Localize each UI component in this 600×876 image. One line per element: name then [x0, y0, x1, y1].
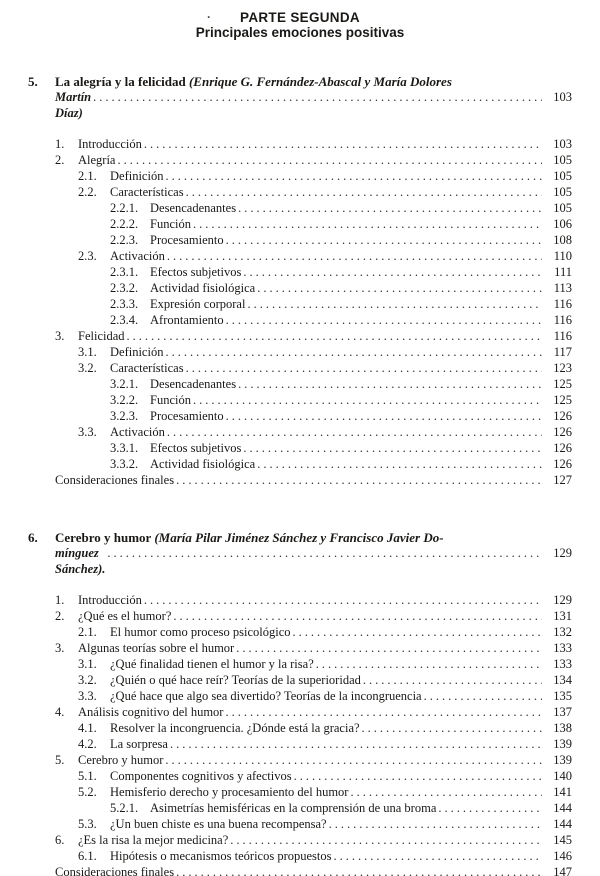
entry-page-number: 126 — [553, 409, 572, 423]
entry-page-number: 131 — [553, 609, 572, 623]
toc-entry — [110, 232, 572, 248]
entry-number: 3. — [55, 329, 65, 343]
entry-title: Afrontamiento — [150, 313, 224, 327]
dot-leader — [226, 232, 542, 248]
entry-number: 2.2.1. — [110, 201, 139, 215]
entry-number: 3.2. — [78, 673, 97, 687]
dot-leader — [107, 545, 542, 561]
entry-title: Asimetrías hemisféricas en la comprensión de una broma — [150, 801, 437, 815]
part-header — [28, 10, 572, 40]
entry-page-number: 103 — [553, 137, 572, 151]
entry-title: Definición — [110, 169, 164, 183]
chapter-heading-line1 — [28, 74, 572, 89]
toc-entry — [110, 392, 572, 408]
entry-number: 5.2. — [78, 785, 97, 799]
entry-page-number: 133 — [553, 657, 572, 671]
entry-page-number: 105 — [553, 201, 572, 215]
entry-title: Hemisferio derecho y procesamiento del humor — [110, 785, 349, 799]
entry-number: 1. — [55, 137, 65, 151]
entry-title: Análisis cognitivo del humor — [78, 705, 224, 719]
toc-entry — [78, 720, 572, 736]
dot-leader — [334, 848, 543, 864]
entry-page-number: 129 — [553, 593, 572, 607]
entry-number: 3.3.1. — [110, 441, 139, 455]
chapter-title-text — [55, 530, 444, 545]
entry-number: 6. — [55, 833, 65, 847]
entry-title: Introducción — [78, 593, 142, 607]
entry-title: Efectos subjetivos — [150, 265, 242, 279]
entry-title: Algunas teorías sobre el humor — [78, 641, 235, 655]
entry-page-number: 132 — [553, 625, 572, 639]
entry-title: Procesamiento — [150, 409, 224, 423]
entry-title: Definición — [110, 345, 164, 359]
entry-title: ¿Es la risa la mejor medicina? — [78, 833, 229, 847]
chapter-heading-line2 — [55, 89, 572, 121]
chapter-number: 5. — [28, 74, 38, 89]
dot-leader — [176, 472, 542, 488]
entry-page-number: 145 — [553, 833, 572, 847]
entry-page-number: 141 — [553, 785, 572, 799]
dot-leader — [247, 296, 542, 312]
toc-entry — [78, 736, 572, 752]
entry-title: Expresión corporal — [150, 297, 246, 311]
dot-leader — [225, 704, 542, 720]
entry-number: 2.1. — [78, 169, 97, 183]
toc-entry — [55, 752, 572, 768]
toc-entry — [78, 184, 572, 200]
entry-page-number: 144 — [553, 801, 572, 815]
entry-page-number: 133 — [553, 641, 572, 655]
entry-title: El humor como proceso psicológico — [110, 625, 291, 639]
toc-entry — [110, 280, 572, 296]
entry-number: 3.1. — [78, 345, 97, 359]
toc-entry — [78, 624, 572, 640]
dot-leader — [236, 640, 542, 656]
dot-leader — [193, 216, 542, 232]
dot-leader — [316, 656, 542, 672]
dot-leader — [293, 624, 542, 640]
entry-number: 5.1. — [78, 769, 97, 783]
entry-title: ¿Qué finalidad tienen el humor y la risa? — [110, 657, 314, 671]
stray-dot-mark: · — [207, 10, 211, 24]
entry-title: Consideraciones finales — [55, 473, 175, 487]
entry-title: ¿Qué es el humor? — [78, 609, 172, 623]
toc-entry — [55, 592, 572, 608]
entry-page-number: 108 — [553, 233, 572, 247]
chapter-section — [28, 530, 572, 876]
toc-entry — [78, 344, 572, 360]
toc-entry — [110, 296, 572, 312]
dot-leader — [238, 200, 542, 216]
chapter-authors-continued: mínguez Sánchez). — [55, 546, 106, 576]
toc-entry — [78, 168, 572, 184]
dot-leader — [167, 424, 542, 440]
entry-number: 3.1. — [78, 657, 97, 671]
entry-page-number: 125 — [553, 393, 572, 407]
dot-leader — [165, 168, 542, 184]
entry-title: Efectos subjetivos — [150, 441, 242, 455]
dot-leader — [186, 360, 542, 376]
entry-number: 5.3. — [78, 817, 97, 831]
entry-number: 3.2.3. — [110, 409, 139, 423]
dot-leader — [186, 184, 542, 200]
entry-page-number: 125 — [553, 377, 572, 391]
entry-page-number: 105 — [553, 169, 572, 183]
entry-number: 5.2.1. — [110, 801, 139, 815]
entry-number: 2.3. — [78, 249, 97, 263]
entry-page-number: 139 — [553, 737, 572, 751]
dot-leader — [226, 312, 542, 328]
entry-page-number: 140 — [553, 769, 572, 783]
dot-leader — [329, 816, 542, 832]
chapter-heading-line2 — [55, 545, 572, 577]
toc-entry — [78, 816, 572, 832]
dot-leader — [257, 280, 542, 296]
entry-number: 2.2.2. — [110, 217, 139, 231]
entry-title: La sorpresa — [110, 737, 168, 751]
toc-entry — [78, 248, 572, 264]
dot-leader — [243, 264, 542, 280]
entry-page-number: 144 — [553, 817, 572, 831]
toc-entry — [110, 200, 572, 216]
entry-page-number: 123 — [553, 361, 572, 375]
toc-entry — [55, 608, 572, 624]
entry-number: 2.2. — [78, 185, 97, 199]
chapter-heading-line1 — [28, 530, 572, 545]
entry-page-number: 113 — [553, 281, 572, 295]
toc-entry — [78, 672, 572, 688]
entry-title: Función — [150, 217, 191, 231]
toc-entry — [55, 152, 572, 168]
toc-entry — [110, 408, 572, 424]
toc-entry — [110, 264, 572, 280]
entry-page-number: 127 — [553, 473, 572, 487]
entry-number: 2. — [55, 153, 65, 167]
toc-entry — [78, 784, 572, 800]
dot-leader — [144, 136, 542, 152]
entry-number: 4.1. — [78, 721, 97, 735]
entry-page-number: 117 — [553, 345, 572, 359]
entry-title: ¿Qué hace que algo sea divertido? Teorías de la incongruencia — [110, 689, 422, 703]
entry-page-number: 126 — [553, 425, 572, 439]
entry-page-number: 134 — [553, 673, 572, 687]
toc-entry — [55, 640, 572, 656]
chapter-section — [28, 74, 572, 488]
entry-page-number: 139 — [553, 753, 572, 767]
chapter-page-number: 129 — [553, 546, 572, 560]
entry-title: Componentes cognitivos y afectivos — [110, 769, 292, 783]
toc-entry — [110, 800, 572, 816]
chapter-number: 6. — [28, 530, 38, 545]
entry-title: Características — [110, 361, 184, 375]
dot-leader — [144, 592, 542, 608]
entry-title: Actividad fisiológica — [150, 281, 256, 295]
toc-entry — [110, 440, 572, 456]
entry-number: 3.3. — [78, 425, 97, 439]
dot-leader — [176, 864, 542, 876]
entry-title: Introducción — [78, 137, 142, 151]
toc-entry — [110, 376, 572, 392]
dot-leader — [294, 768, 542, 784]
entry-number: 3.2.1. — [110, 377, 139, 391]
dot-leader — [173, 608, 542, 624]
toc-entry — [110, 312, 572, 328]
chapter-title-text — [55, 74, 452, 89]
part-subtitle: Principales emociones positivas — [195, 25, 405, 40]
toc-chapters — [28, 74, 572, 876]
entry-page-number: 106 — [553, 217, 572, 231]
chapter-authors: (Enrique G. Fernández-Abascal y María Dolores — [188, 74, 452, 89]
entry-page-number: 105 — [553, 185, 572, 199]
entry-page-number: 147 — [553, 865, 572, 876]
dot-leader — [170, 736, 542, 752]
dot-leader — [193, 392, 542, 408]
toc-entry — [110, 456, 572, 472]
entry-number: 3.3. — [78, 689, 97, 703]
entry-number: 6.1. — [78, 849, 97, 863]
entry-number: 2.3.2. — [110, 281, 139, 295]
entry-page-number: 137 — [553, 705, 572, 719]
entry-page-number: 138 — [553, 721, 572, 735]
entry-page-number: 146 — [553, 849, 572, 863]
entry-title: Alegría — [78, 153, 116, 167]
entry-number: 2.3.1. — [110, 265, 139, 279]
entry-title: Cerebro y humor — [78, 753, 164, 767]
entry-title: Consideraciones finales — [55, 865, 175, 876]
dot-leader — [243, 440, 542, 456]
toc-entry — [78, 848, 572, 864]
entry-number: 2.3.3. — [110, 297, 139, 311]
entry-number: 3. — [55, 641, 65, 655]
dot-leader — [127, 328, 542, 344]
chapter-entries — [28, 136, 572, 488]
dot-leader — [165, 752, 542, 768]
entry-page-number: 110 — [553, 249, 572, 263]
toc-entry — [78, 656, 572, 672]
toc-entry — [55, 704, 572, 720]
chapter-title: Cerebro y humor — [55, 530, 155, 545]
toc-entry — [55, 328, 572, 344]
toc-entry — [55, 864, 572, 876]
entry-number: 3.2.2. — [110, 393, 139, 407]
dot-leader — [350, 784, 542, 800]
dot-leader — [363, 672, 542, 688]
entry-title: Activación — [110, 425, 165, 439]
toc-entry — [110, 216, 572, 232]
part-title: PARTE SEGUNDA — [240, 10, 360, 25]
dot-leader — [362, 720, 542, 736]
entry-page-number: 105 — [553, 153, 572, 167]
entry-title: ¿Un buen chiste es una buena recompensa? — [110, 817, 327, 831]
entry-number: 5. — [55, 753, 65, 767]
dot-leader — [438, 800, 542, 816]
entry-number: 1. — [55, 593, 65, 607]
entry-page-number: 116 — [553, 297, 572, 311]
dot-leader — [257, 456, 542, 472]
entry-title: Resolver la incongruencia. ¿Dónde está la gracia? — [110, 721, 360, 735]
entry-page-number: 135 — [553, 689, 572, 703]
entry-title: Características — [110, 185, 184, 199]
entry-number: 2. — [55, 609, 65, 623]
chapter-authors: (María Pilar Jiménez Sánchez y Francisco Javier Do- — [154, 530, 444, 545]
dot-leader — [230, 832, 542, 848]
toc-entry — [78, 768, 572, 784]
toc-entry — [55, 136, 572, 152]
entry-page-number: 116 — [553, 313, 572, 327]
entry-number: 3.3.2. — [110, 457, 139, 471]
entry-number: 2.1. — [78, 625, 97, 639]
entry-title: Desencadenantes — [150, 377, 237, 391]
entry-title: Hipótesis o mecanismos teóricos propuestos — [110, 849, 332, 863]
entry-page-number: 111 — [554, 265, 572, 279]
entry-number: 2.3.4. — [110, 313, 139, 327]
dot-leader — [165, 344, 542, 360]
entry-title: Actividad fisiológica — [150, 457, 256, 471]
chapter-page-number: 103 — [553, 90, 572, 104]
entry-number: 2.2.3. — [110, 233, 139, 247]
entry-page-number: 126 — [553, 441, 572, 455]
entry-title: Felicidad — [78, 329, 125, 343]
toc-entry — [55, 472, 572, 488]
entry-title: Función — [150, 393, 191, 407]
dot-leader — [117, 152, 542, 168]
chapter-title: La alegría y la felicidad — [55, 74, 189, 89]
entry-title: Procesamiento — [150, 233, 224, 247]
dot-leader — [93, 89, 542, 105]
entry-title: ¿Quién o qué hace reír? Teorías de la superioridad — [110, 673, 361, 687]
entry-number: 3.2. — [78, 361, 97, 375]
dot-leader — [238, 376, 542, 392]
entry-title: Activación — [110, 249, 165, 263]
entry-title: Desencadenantes — [150, 201, 237, 215]
dot-leader — [226, 408, 542, 424]
toc-entry — [78, 424, 572, 440]
dot-leader — [167, 248, 542, 264]
toc-entry — [55, 832, 572, 848]
entry-page-number: 116 — [553, 329, 572, 343]
toc-entry — [78, 688, 572, 704]
dot-leader — [424, 688, 542, 704]
entry-page-number: 126 — [553, 457, 572, 471]
chapter-authors-continued: Martín Díaz) — [55, 90, 92, 120]
toc-entry — [78, 360, 572, 376]
entry-number: 4.2. — [78, 737, 97, 751]
entry-number: 4. — [55, 705, 65, 719]
chapter-entries — [28, 592, 572, 876]
